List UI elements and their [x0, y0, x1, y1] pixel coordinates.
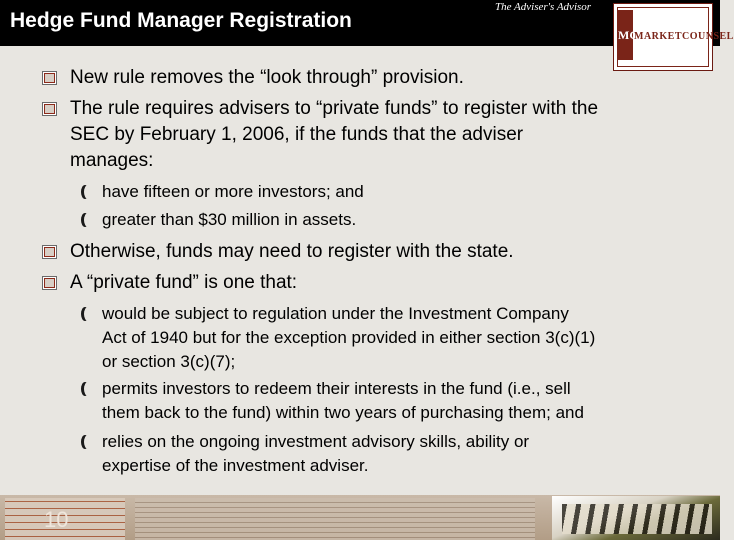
sub-bullet-text: permits investors to redeem their interests in the fund (i.e., sell	[102, 379, 571, 398]
footer-photo	[552, 496, 720, 540]
checkbox-bullet-icon	[42, 245, 57, 259]
crescent-bullet-icon	[84, 213, 92, 227]
sub-bullet-text: would be subject to regulation under the Investment Company	[102, 304, 569, 323]
sub-bullet-text: Act of 1940 but for the exception provided in either section 3(c)(1)	[102, 328, 596, 347]
bullet-text: New rule removes the “look through” provision.	[70, 67, 464, 88]
crescent-bullet-icon	[84, 185, 92, 199]
bullet-text: manages:	[70, 150, 154, 171]
crescent-bullet-icon	[84, 382, 92, 396]
page-number: 10	[44, 507, 69, 532]
slide-title: Hedge Fund Manager Registration	[10, 9, 352, 32]
sub-bullet-text: relies on the ongoing investment advisory skills, ability or	[102, 432, 530, 451]
sub-bullet-text: them back to the fund) within two years of purchasing them; and	[102, 403, 584, 422]
footer-document-image	[135, 498, 535, 540]
sub-bullet-text: have fifteen or more investors; and	[102, 182, 364, 201]
sub-bullet-text: or section 3(c)(7);	[102, 352, 236, 371]
bullet-text: Otherwise, funds may need to register with the state.	[70, 241, 514, 262]
crescent-bullet-icon	[84, 435, 92, 449]
bullet-text: The rule requires advisers to “private funds” to register with the	[70, 98, 599, 119]
logo-wordmark: MARKETCOUNSEL	[634, 31, 734, 42]
bullet-text: SEC by February 1, 2006, if the funds that the adviser	[70, 124, 524, 145]
tagline: The Adviser's Advisor	[495, 1, 592, 13]
checkbox-bullet-icon	[42, 71, 57, 85]
checkbox-bullet-icon	[42, 276, 57, 290]
crescent-bullet-icon	[84, 307, 92, 321]
sub-bullet-text: greater than $30 million in assets.	[102, 210, 357, 229]
checkbox-bullet-icon	[42, 102, 57, 116]
sub-bullet-text: expertise of the investment adviser.	[102, 456, 369, 475]
bullet-text: A “private fund” is one that:	[70, 272, 298, 293]
logo-mark: MC	[618, 10, 633, 60]
